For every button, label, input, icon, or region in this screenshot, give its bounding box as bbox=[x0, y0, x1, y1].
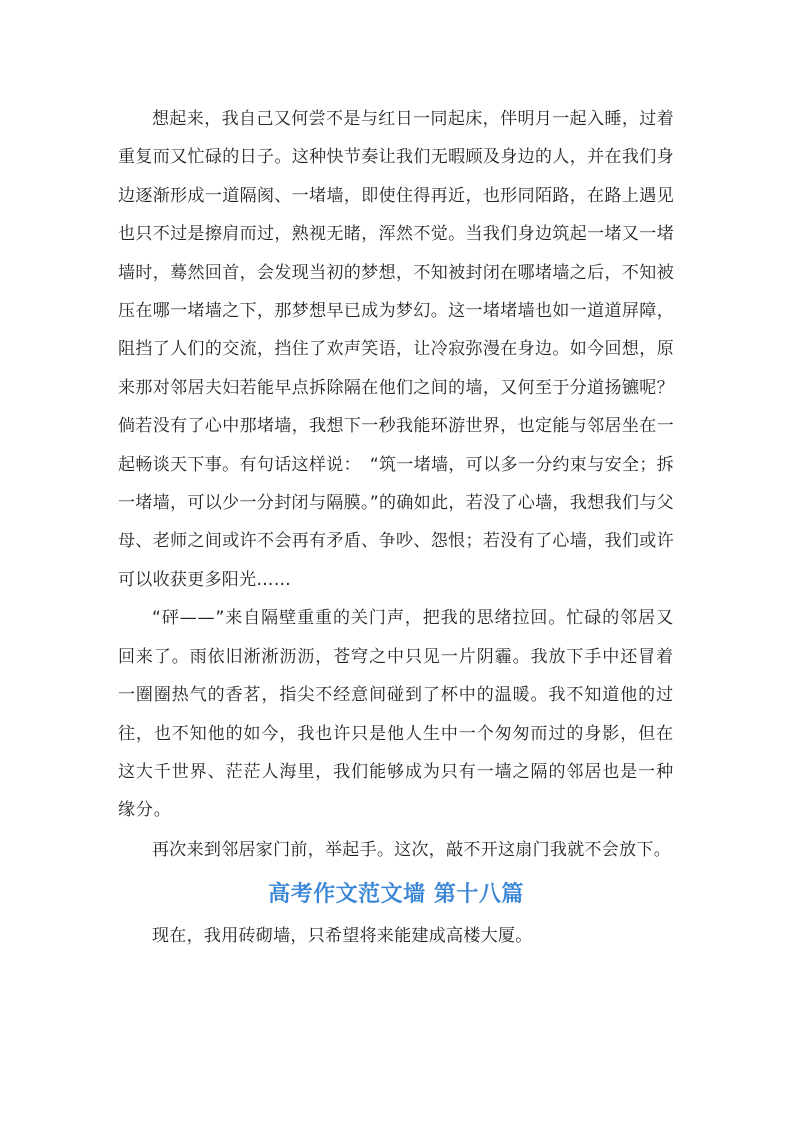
paragraph-reflection: 想起来，我自己又何尝不是与红日一同起床，伴明月一起入睡，过着重复而又忙碌的日子。这种快节奏让我们无暇顾及身边的人，并在我们身边逐渐形成一道隔阂、一堵墙，即使住得再近，也形同陌路，在路上遇见也只不过是擦肩而过，熟视无睹，浑然不觉。当我们身边筑起一堵又一堵墙时，蓦然回首，会发现当初的梦想，不知被封闭在哪堵墙之后，不知被压在哪一堵墙之下，那梦想早已成为梦幻。这一堵堵墙也如一道道屏障，阻挡了人们的交流，挡住了欢声笑语，让冷寂弥漫在身边。如今回想，原来那对邻居夫妇若能早点拆除隔在他们之间的墙，又何至于分道扬镳呢？倘若没有了心中那堵墙，我想下一秒我能环游世界，也定能与邻居坐在一起畅谈天下事。有句话这样说： “筑一堵墙，可以多一分约束与安全；拆一堵墙，可以少一分封闭与隔膜。”的确如此，若没了心墙，我想我们与父母、老师之间或许不会再有矛盾、争吵、怨恨；若没有了心墙，我们或许可以收获更多阳光…… bbox=[118, 109, 674, 590]
paragraph-door-slam: “砰——”来自隔壁重重的关门声，把我的思绪拉回。忙碌的邻居又回来了。雨依旧淅淅沥沥，苍穹之中只见一片阴霾。我放下手中还冒着一圈圈热气的香茗，指尖不经意间碰到了杯中的温暖。我不知道他的过往，也不知他的如今，我也许只是他人生中一个匆匆而过的身影，但在这大千世界、茫茫人海里，我们能够成为只有一墙之隔的邻居也是一种缘分。 bbox=[118, 608, 674, 821]
essay-heading: 高考作文范文墙 第十八篇 bbox=[268, 882, 524, 908]
paragraph-knock: 再次来到邻居家门前，举起手。这次，敲不开这扇门我就不会放下。 bbox=[152, 839, 671, 860]
document-body bbox=[118, 100, 674, 956]
paragraph-essay-opening: 现在，我用砖砌墙，只希望将来能建成高楼大厦。 bbox=[152, 926, 533, 947]
